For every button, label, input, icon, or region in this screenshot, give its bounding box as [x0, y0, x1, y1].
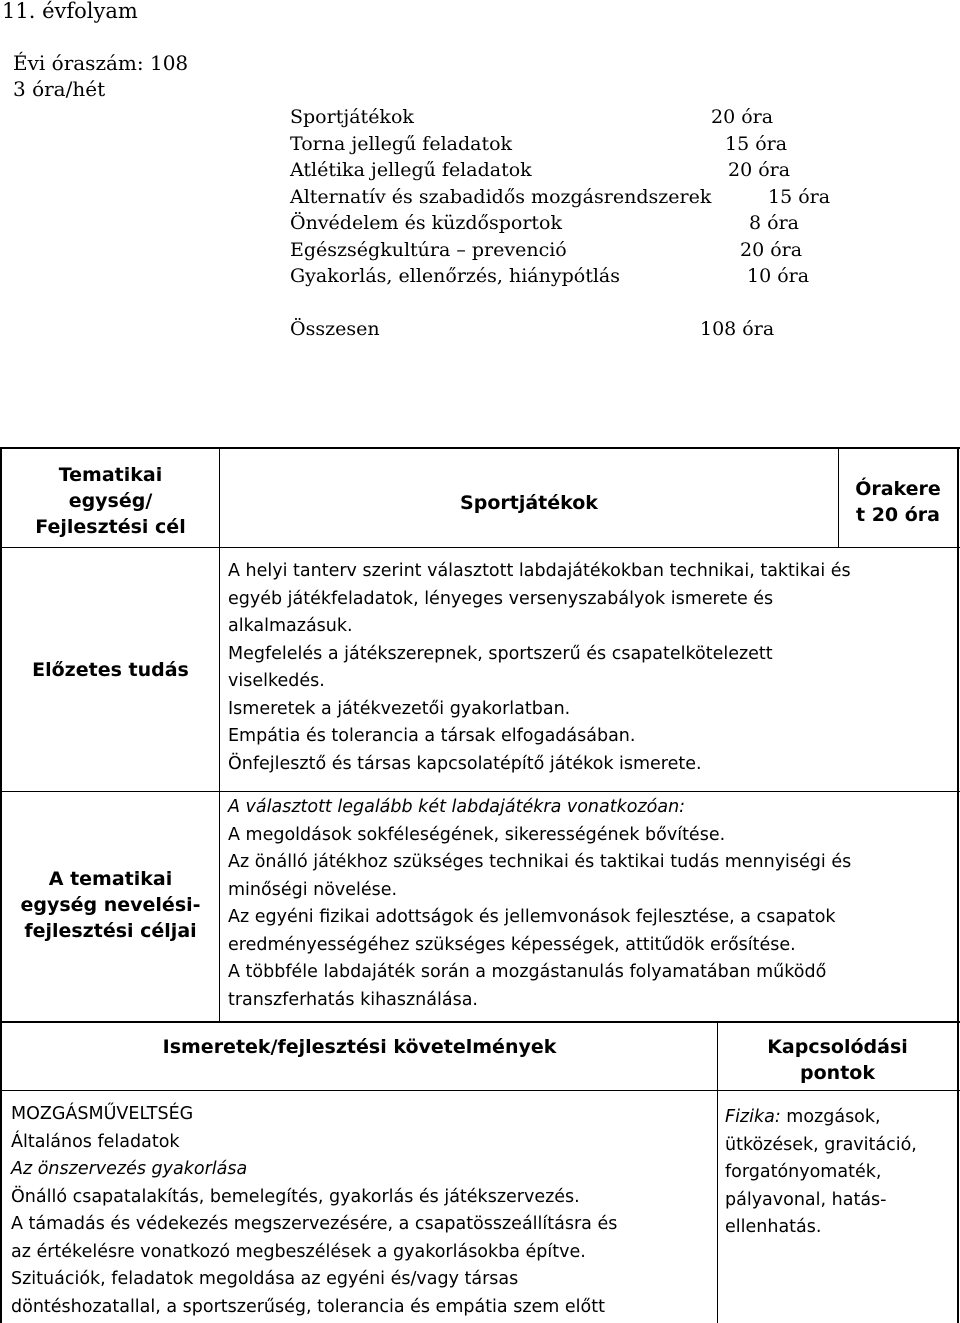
text-line: Az önálló játékhoz szükséges technikai és taktikai tudás mennyiségi és: [228, 852, 852, 872]
requirements-text: [11, 1101, 617, 1321]
text-line: Empátia és tolerancia a társak elfogadásában.: [228, 726, 636, 746]
overview-name: Gyakorlás, ellenőrzés, hiánypótlás: [290, 265, 620, 287]
weekly-hours: 3 óra/hét: [13, 77, 106, 101]
hours-line: Órakere: [855, 478, 941, 500]
text-line: alkalmazásuk.: [228, 616, 353, 636]
text-line: transzferhatás kihasználása.: [228, 989, 478, 1010]
overview-name: Önvédelem és küzdősportok: [290, 212, 562, 234]
label-line: egység/: [68, 490, 153, 512]
text-line: Szituációk, feladatok megoldása az egyéni és/vagy társas: [11, 1269, 519, 1289]
goals-intro: A választott legalább két labdajátékra vonatkozóan:: [228, 797, 686, 817]
prior-knowledge-label: Előzetes tudás: [32, 659, 189, 681]
links-line: ellenhatás.: [725, 1217, 822, 1237]
text-line: Az egyéni fizikai adottságok és jellemvonások fejlesztése, a csapatok: [228, 907, 836, 927]
text-line: az értékelésre vonatkozó megbeszélések a gyakorlásokba építve.: [11, 1241, 586, 1262]
text-line: A támadás és védekezés megszervezésére, a csapatösszeállításra és: [11, 1214, 618, 1234]
unit-title: Sportjátékok: [460, 492, 598, 514]
goals-label: [2, 866, 219, 944]
text-line: Önfejlesztő és társas kapcsolatépítő játékok ismerete.: [228, 753, 702, 774]
unit-hours: [839, 476, 957, 528]
links-header: [718, 1034, 957, 1086]
links-line: mozgások,: [780, 1107, 881, 1127]
hours-line: t 20 óra: [856, 504, 940, 526]
links-text: [725, 1104, 917, 1242]
section-italic-heading: Az önszervezés gyakorlása: [11, 1159, 248, 1179]
overview-hours: 20 óra: [728, 159, 791, 181]
section-heading: MOZGÁSMŰVELTSÉG: [11, 1104, 194, 1124]
table-border: [957, 447, 959, 1323]
overview-name: Atlétika jellegű feladatok: [290, 159, 532, 181]
table-border: [0, 791, 960, 792]
text-line: A többféle labdajáték során a mozgástanulás folyamatában működő: [228, 962, 827, 982]
total-label: Összesen: [290, 318, 380, 340]
overview-hours: 10 óra: [747, 265, 810, 287]
header-line: Kapcsolódási: [767, 1036, 908, 1058]
grade-title: 11. évfolyam: [2, 0, 138, 23]
overview-hours: 8 óra: [749, 212, 799, 234]
prior-knowledge-text: [228, 558, 851, 778]
text-line: Önálló csapatalakítás, bemelegítés, gyakorlás és játékszervezés.: [11, 1186, 580, 1207]
label-line: fejlesztési céljai: [24, 920, 197, 942]
overview-hours: 15 óra: [768, 185, 831, 208]
links-line: forgatónyomaték,: [725, 1162, 882, 1182]
label-line: Tematikai: [58, 464, 163, 486]
overview-hours: 20 óra: [740, 238, 803, 261]
table-border: [0, 547, 960, 548]
overview-name: Egészségkultúra – prevenció: [290, 238, 567, 261]
text-line: egyéb játékfeladatok, lényeges versenyszabályok ismerete és: [228, 588, 774, 609]
text-line: A helyi tanterv szerint választott labdajátékokban technikai, taktikai és: [228, 561, 851, 581]
text-line: viselkedés.: [228, 671, 325, 691]
goals-text: [228, 794, 851, 1014]
links-line: ütközések, gravitáció,: [725, 1134, 917, 1155]
overview-hours: 20 óra: [711, 106, 774, 128]
requirements-header: Ismeretek/fejlesztési követelmények: [162, 1036, 557, 1058]
text-line: A megoldások sokféleségének, sikerességének bővítése.: [228, 824, 726, 845]
unit-label: [2, 462, 219, 540]
section-subheading: Általános feladatok: [11, 1131, 180, 1152]
annual-hours: Évi óraszám: 108: [13, 51, 189, 75]
table-border: [219, 447, 220, 1022]
overview-name: Alternatív és szabadidős mozgásrendszerek: [290, 185, 712, 208]
text-line: Ismeretek a játékvezetői gyakorlatban.: [228, 698, 571, 719]
text-line: minőségi növelése.: [228, 879, 398, 900]
overview-list: [290, 104, 711, 290]
label-line: Fejlesztési cél: [35, 516, 186, 538]
overview-name: Torna jellegű feladatok: [290, 132, 513, 155]
text-line: Megfelelés a játékszerepnek, sportszerű és csapatelkötelezett: [228, 643, 773, 664]
label-line: A tematikai: [48, 868, 173, 890]
text-line: döntéshozatallal, a sportszerűség, tolerancia és empátia szem előtt: [11, 1296, 605, 1317]
table-border: [0, 447, 960, 449]
overview-name: Sportjátékok: [290, 106, 414, 128]
table-border: [0, 1021, 960, 1023]
links-subject: Fizika:: [725, 1107, 781, 1127]
label-line: egység nevelési-: [20, 894, 201, 916]
total-hours: 108 óra: [700, 318, 775, 340]
table-border: [0, 1090, 960, 1091]
header-line: pontok: [800, 1062, 875, 1084]
overview-hours: 15 óra: [725, 132, 788, 155]
text-line: eredményességéhez szükséges képességek, attitűdök erősítése.: [228, 934, 796, 955]
links-line: pályavonal, hatás-: [725, 1189, 887, 1210]
